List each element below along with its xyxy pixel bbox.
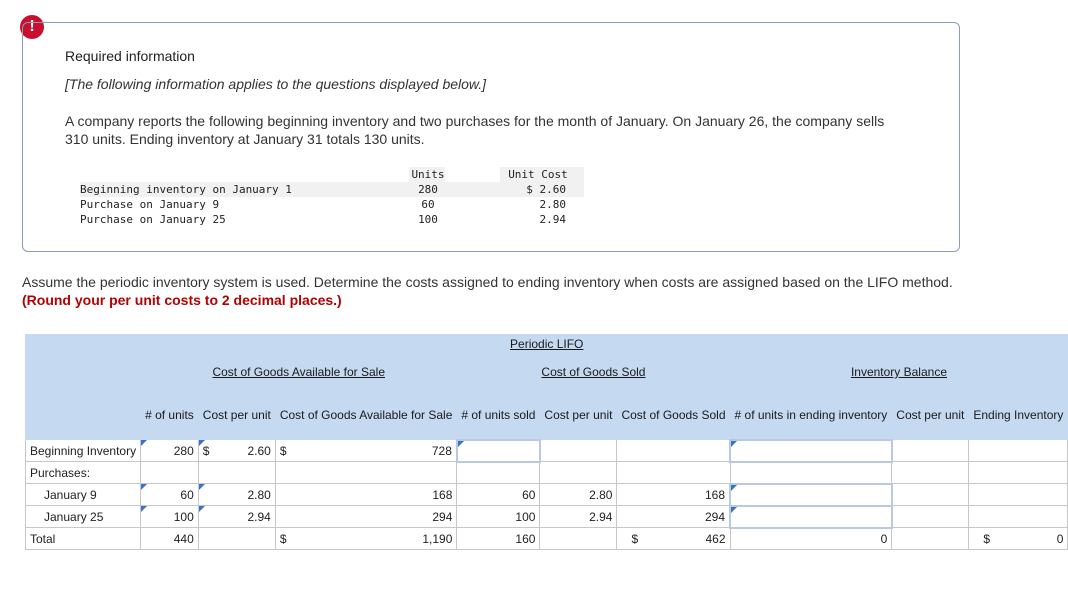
- beginning-units-input[interactable]: 280: [141, 440, 199, 462]
- inv-row-units: 280: [418, 183, 438, 196]
- total-end-units: 0: [730, 528, 892, 550]
- total-avail-units: 440: [141, 528, 199, 550]
- info-subtitle: [The following information applies to the questions displayed below.]: [65, 76, 487, 92]
- inv-row-cost: 2.94: [539, 213, 566, 226]
- total-sold-units: 160: [457, 528, 540, 550]
- beginning-sold-cost: [540, 440, 617, 462]
- col-sold-total: Cost of Goods Sold: [617, 391, 730, 440]
- jan25-end-total: [969, 506, 1068, 528]
- info-body: A company reports the following beginning inventory and two purchases for the month of January. On January 26, the company sells 310 units. Ending inventory at January 31 totals 130 units.: [65, 113, 885, 147]
- col-sold-units: # of units sold: [457, 391, 540, 440]
- jan25-units-input[interactable]: 100: [141, 506, 199, 528]
- table-row: [26, 440, 1068, 462]
- question-body: Assume the periodic inventory system is used. Determine the costs assigned to ending inventory when costs are assigned based on the LIFO method.: [22, 274, 953, 290]
- jan9-end-total: [969, 484, 1068, 506]
- inv-row-cost: 2.80: [539, 198, 566, 211]
- beginning-total: $ 728: [275, 440, 457, 462]
- beginning-cost-input[interactable]: $ 2.60: [198, 440, 275, 462]
- col-avail-units: # of units: [141, 391, 199, 440]
- inv-row-label: Beginning inventory on January 1: [80, 183, 292, 196]
- jan25-sold-total: 294: [617, 506, 730, 528]
- jan25-end-cost: [892, 506, 969, 528]
- jan9-sold-cost: 2.80: [540, 484, 617, 506]
- table-row: [26, 462, 1068, 484]
- row-label-jan9: January 9: [26, 484, 141, 506]
- jan9-end-cost: [892, 484, 969, 506]
- total-end-total: $ 0: [969, 528, 1068, 550]
- col-end-units: # of units in ending inventory: [730, 391, 892, 440]
- question-text: [22, 273, 962, 309]
- row-label-jan25: January 25: [26, 506, 141, 528]
- row-label-total: Total: [26, 528, 141, 550]
- table-row: [26, 528, 1068, 550]
- group-available: Cost of Goods Available for Sale: [141, 354, 457, 391]
- inv-row-units: 60: [421, 198, 435, 211]
- beginning-sold-total: [617, 440, 730, 462]
- table-row: [26, 484, 1068, 506]
- alert-icon: !: [20, 15, 44, 39]
- beginning-sold-units-input[interactable]: [457, 440, 540, 462]
- inv-row-label: Purchase on January 9: [80, 198, 220, 211]
- jan25-cost-input[interactable]: 2.94: [198, 506, 275, 528]
- jan25-sold-cost: 2.94: [540, 506, 617, 528]
- col-avail-total: Cost of Goods Available for Sale: [275, 391, 457, 440]
- jan9-sold-total: 168: [617, 484, 730, 506]
- total-sold-cost: [540, 528, 617, 550]
- jan9-end-units-input[interactable]: [730, 484, 892, 506]
- total-avail-total: $ 1,190: [275, 528, 457, 550]
- jan25-end-units-input[interactable]: [730, 506, 892, 528]
- row-label-beginning: Beginning Inventory: [26, 440, 141, 462]
- jan25-sold-units: 100: [457, 506, 540, 528]
- total-avail-cost: [198, 528, 275, 550]
- col-end-cost: Cost per unit: [892, 391, 969, 440]
- jan9-sold-units: 60: [457, 484, 540, 506]
- jan25-total: 294: [275, 506, 457, 528]
- table-row: [26, 506, 1068, 528]
- col-sold-cost: Cost per unit: [540, 391, 617, 440]
- jan9-cost-input[interactable]: 2.80: [198, 484, 275, 506]
- beginning-end-units-input[interactable]: [730, 440, 892, 462]
- units-header: Units: [411, 168, 445, 181]
- unit-cost-header: Unit Cost: [508, 168, 568, 181]
- inv-row-cost: $ 2.60: [526, 183, 566, 196]
- col-end-total: Ending Inventory: [969, 391, 1068, 440]
- beginning-end-total: [969, 440, 1068, 462]
- col-avail-cost: Cost per unit: [198, 391, 275, 440]
- question-emphasis: (Round your per unit costs to 2 decimal places.): [22, 292, 342, 308]
- total-end-cost: [892, 528, 969, 550]
- group-sold: Cost of Goods Sold: [457, 354, 730, 391]
- inv-row-units: 100: [418, 213, 438, 226]
- info-title: Required information: [65, 48, 195, 64]
- jan9-units-input[interactable]: 60: [141, 484, 199, 506]
- row-label-purchases: Purchases:: [26, 462, 141, 484]
- group-balance: Inventory Balance: [730, 354, 1068, 391]
- jan9-total: 168: [275, 484, 457, 506]
- inv-row-label: Purchase on January 25: [80, 213, 226, 226]
- worksheet-title: Periodic LIFO: [26, 335, 1068, 354]
- beginning-end-cost: [892, 440, 969, 462]
- periodic-lifo-worksheet: [25, 334, 1068, 550]
- total-sold-total: $ 462: [617, 528, 730, 550]
